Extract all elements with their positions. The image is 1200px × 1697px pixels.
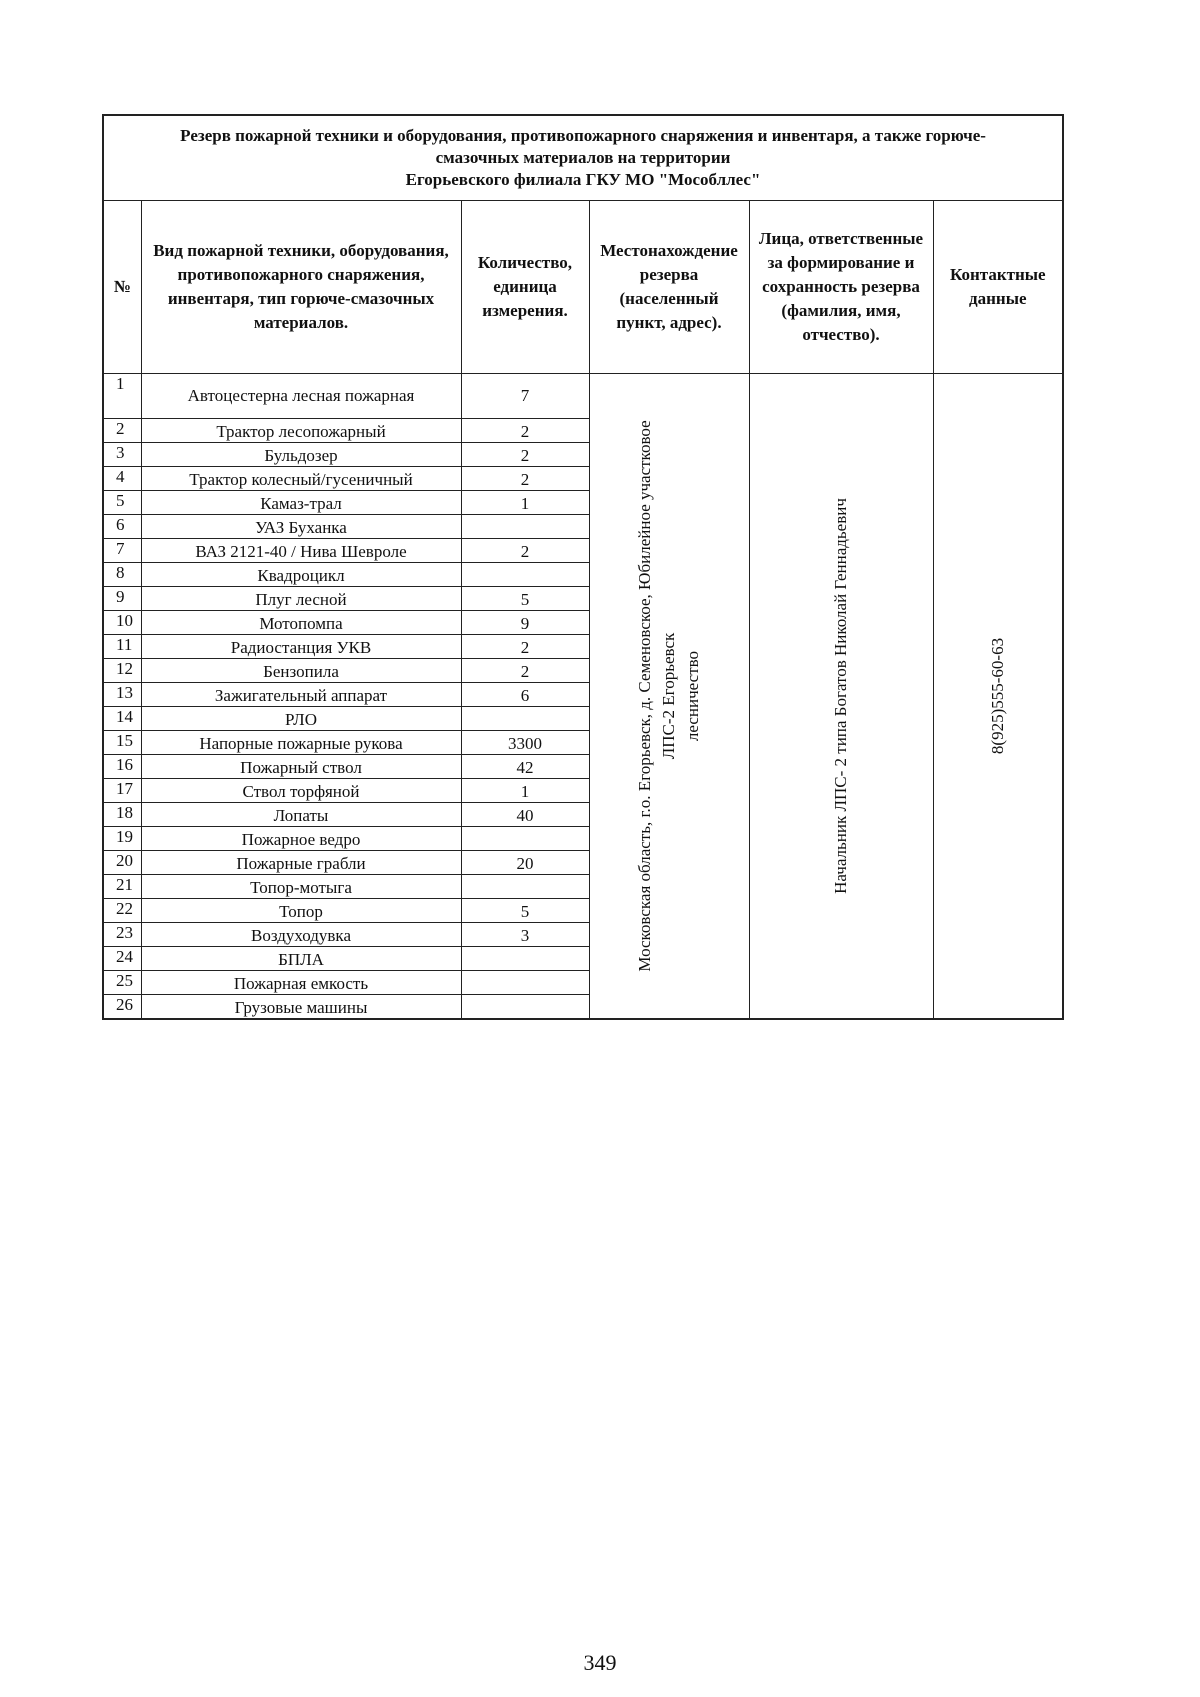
row-quantity: 5 — [461, 587, 589, 611]
table-title-line-3: Егорьевского филиала ГКУ МО "Мособллес" — [405, 170, 761, 189]
row-quantity: 1 — [461, 491, 589, 515]
row-quantity — [461, 995, 589, 1020]
row-equipment-name: Автоцестерна лесная пожарная — [141, 374, 461, 419]
table-row — [103, 374, 1063, 419]
row-equipment-name: Топор — [141, 899, 461, 923]
row-number: 6 — [103, 515, 141, 539]
row-equipment-name: РЛО — [141, 707, 461, 731]
row-number: 19 — [103, 827, 141, 851]
location-line: ЛПС-2 Егорьевск — [659, 632, 678, 760]
row-quantity — [461, 563, 589, 587]
row-quantity — [461, 707, 589, 731]
row-quantity: 1 — [461, 779, 589, 803]
row-number: 24 — [103, 947, 141, 971]
table-title — [103, 115, 1063, 201]
row-number: 20 — [103, 851, 141, 875]
row-quantity: 9 — [461, 611, 589, 635]
row-number: 3 — [103, 443, 141, 467]
row-equipment-name: Пожарный ствол — [141, 755, 461, 779]
row-quantity: 5 — [461, 899, 589, 923]
row-equipment-name: Плуг лесной — [141, 587, 461, 611]
row-equipment-name: Пожарная емкость — [141, 971, 461, 995]
row-number: 8 — [103, 563, 141, 587]
row-number: 4 — [103, 467, 141, 491]
row-equipment-name: Пожарные грабли — [141, 851, 461, 875]
row-number: 15 — [103, 731, 141, 755]
row-number: 21 — [103, 875, 141, 899]
location-cell — [589, 374, 749, 1020]
row-equipment-name: Топор-мотыга — [141, 875, 461, 899]
reserve-table — [102, 114, 1064, 1020]
row-number: 22 — [103, 899, 141, 923]
row-equipment-name: Воздуходувка — [141, 923, 461, 947]
contacts-text: 8(925)555-60-63 — [987, 637, 1007, 755]
row-quantity: 2 — [461, 659, 589, 683]
row-number: 25 — [103, 971, 141, 995]
row-quantity: 7 — [461, 374, 589, 419]
row-number: 16 — [103, 755, 141, 779]
row-number: 11 — [103, 635, 141, 659]
row-quantity: 3300 — [461, 731, 589, 755]
row-number: 10 — [103, 611, 141, 635]
row-quantity: 2 — [461, 467, 589, 491]
row-quantity: 3 — [461, 923, 589, 947]
row-equipment-name: Пожарное ведро — [141, 827, 461, 851]
page-number: 349 — [583, 1650, 617, 1675]
row-number: 9 — [103, 587, 141, 611]
row-quantity: 40 — [461, 803, 589, 827]
row-number: 12 — [103, 659, 141, 683]
row-equipment-name: ВАЗ 2121-40 / Нива Шевроле — [141, 539, 461, 563]
row-number: 26 — [103, 995, 141, 1020]
row-equipment-name: УАЗ Буханка — [141, 515, 461, 539]
header-responsible: Лица, ответственные за формирование и сохранность резерва (фамилия, имя, отчество). — [749, 201, 933, 374]
table-title-line-2: смазочных материалов на территории — [435, 148, 731, 167]
row-quantity: 2 — [461, 635, 589, 659]
responsible-text: Начальник ЛПС- 2 типа Богатов Николай Геннадьевич — [831, 498, 850, 894]
row-equipment-name: Зажигательный аппарат — [141, 683, 461, 707]
row-quantity: 42 — [461, 755, 589, 779]
row-equipment-name: Бензопила — [141, 659, 461, 683]
row-equipment-name: Ствол торфяной — [141, 779, 461, 803]
row-number: 13 — [103, 683, 141, 707]
row-equipment-name: Камаз-трал — [141, 491, 461, 515]
row-number: 14 — [103, 707, 141, 731]
row-quantity — [461, 971, 589, 995]
location-text — [633, 420, 705, 971]
row-equipment-name: Квадроцикл — [141, 563, 461, 587]
row-equipment-name: Радиостанция УКВ — [141, 635, 461, 659]
location-line: Московская область, г.о. Егорьевск, д. Семеновское, Юбилейное участковое — [635, 420, 654, 972]
header-location: Местонахождение резерва (населенный пункт, адрес). — [589, 201, 749, 374]
contacts-cell — [933, 374, 1063, 1020]
location-line: лесничество — [683, 650, 702, 742]
row-quantity — [461, 515, 589, 539]
row-number: 18 — [103, 803, 141, 827]
header-quantity: Количество, единица измерения. — [461, 201, 589, 374]
row-equipment-name: Трактор лесопожарный — [141, 419, 461, 443]
row-equipment-name: Мотопомпа — [141, 611, 461, 635]
header-contacts: Контактные данные — [933, 201, 1063, 374]
row-number: 2 — [103, 419, 141, 443]
row-equipment-name: Трактор колесный/гусеничный — [141, 467, 461, 491]
row-quantity: 6 — [461, 683, 589, 707]
header-num: № — [103, 201, 141, 374]
row-quantity — [461, 947, 589, 971]
header-type: Вид пожарной техники, оборудования, противопожарного снаряжения, инвентаря, тип горюче-смазочных материалов. — [141, 201, 461, 374]
row-quantity — [461, 827, 589, 851]
row-quantity — [461, 875, 589, 899]
row-number: 23 — [103, 923, 141, 947]
row-number: 1 — [103, 374, 141, 419]
row-equipment-name: Напорные пожарные рукова — [141, 731, 461, 755]
responsible-cell — [749, 374, 933, 1020]
row-equipment-name: Лопаты — [141, 803, 461, 827]
row-quantity: 2 — [461, 539, 589, 563]
row-quantity: 2 — [461, 419, 589, 443]
row-number: 5 — [103, 491, 141, 515]
row-quantity: 2 — [461, 443, 589, 467]
table-title-line-1: Резерв пожарной техники и оборудования, противопожарного снаряжения и инвентаря, а также горюче- — [180, 126, 986, 145]
row-equipment-name: Бульдозер — [141, 443, 461, 467]
row-number: 17 — [103, 779, 141, 803]
row-number: 7 — [103, 539, 141, 563]
row-equipment-name: БПЛА — [141, 947, 461, 971]
row-quantity: 20 — [461, 851, 589, 875]
row-equipment-name: Грузовые машины — [141, 995, 461, 1020]
